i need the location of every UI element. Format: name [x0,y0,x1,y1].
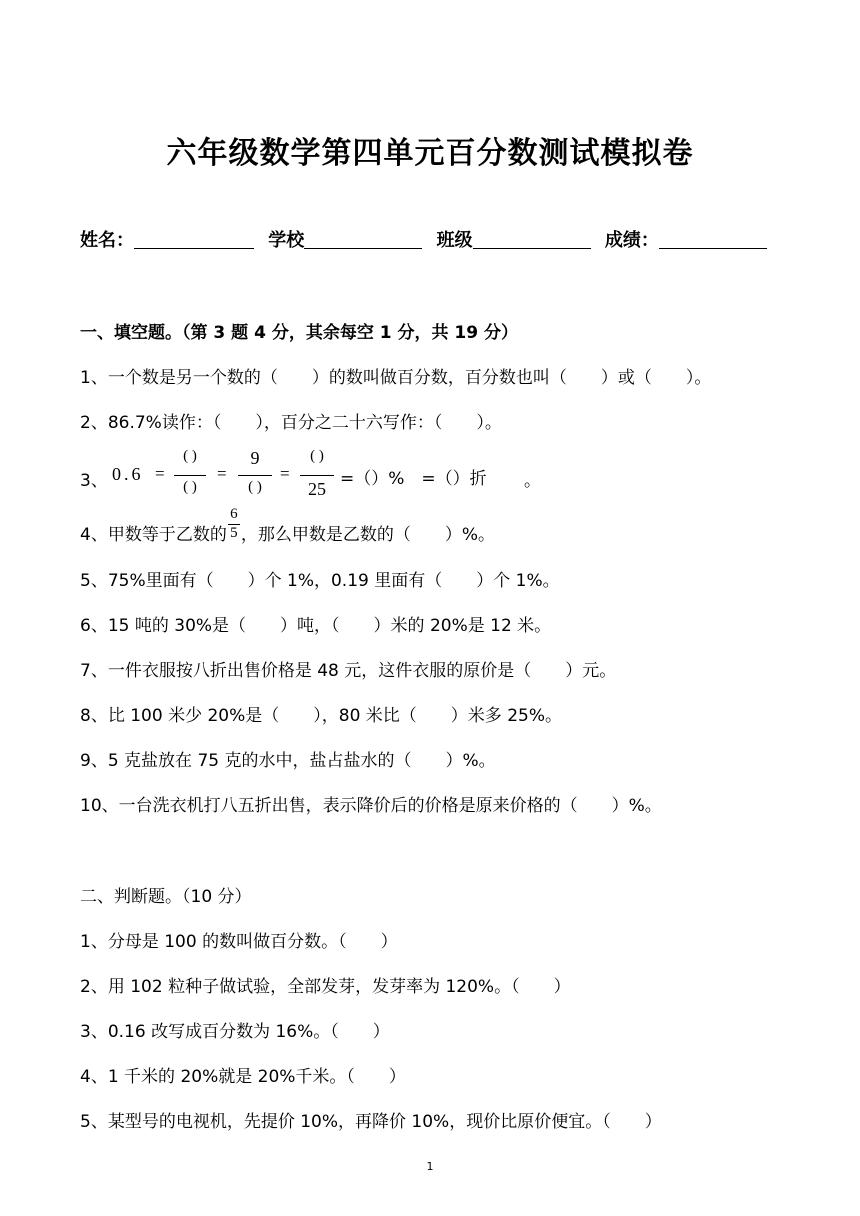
class-label: 班级 [436,230,473,251]
school-blank[interactable] [304,230,422,249]
s1-question-10: 10、一台洗衣机打八五折出售，表示降价后的价格是原来价格的（ ）%。 [80,796,662,816]
section2-heading: 二、判断题。（10 分） [80,887,252,907]
s1-question-5: 5、75%里面有（ ）个 1%，0.19 里面有（ ）个 1%。 [80,571,560,591]
q3-frac2-numerator: 9 [250,448,260,468]
score-blank[interactable] [659,230,767,249]
score-label: 成绩： [604,230,659,251]
s2-question-5: 5、某型号的电视机，先提价 10%，再降价 10%，现价比原价便宜。（ ） [80,1112,662,1132]
s1-question-7: 7、一件衣服按八折出售价格是 48 元，这件衣服的原价是（ ）元。 [80,661,617,681]
name-blank[interactable] [134,230,254,249]
q3-frac1-denominator: ( ) [183,479,197,495]
q3-frac2-bar [238,475,272,476]
q4-after: ，那么甲数是乙数的（ ）%。 [240,525,495,545]
s1-question-1: 1、一个数是另一个数的（ ）的数叫做百分数，百分数也叫（ ）或（ ）。 [80,368,712,388]
school-label: 学校 [268,230,305,251]
name-label: 姓名： [80,230,134,251]
q3-frac1-bar [174,475,206,476]
score-field [605,226,767,252]
s2-question-3: 3、0.16 改写成百分数为 16%。（ ） [80,1022,390,1042]
q3-equals-2: = [217,464,227,483]
s2-question-2: 2、用 102 粒种子做试验，全部发芽，发芽率为 120%。（ ） [80,977,571,997]
section1-heading: 一、填空题。（第 3 题 4 分，其余每空 1 分，共 19 分） [80,323,518,343]
q4-numerator: 6 [230,506,238,522]
q3-frac3-denominator: 25 [308,479,326,499]
q3-frac2-denominator: ( ) [248,479,262,495]
student-info-row [80,226,790,252]
s1-question-8: 8、比 100 米少 20%是（ ），80 米比（ ）米多 25%。 [80,706,562,726]
q3-frac1-numerator: ( ) [183,448,197,464]
q3-decimal: 0.6 [112,464,144,484]
q4-fraction [227,506,241,541]
s1-question-4 [80,506,495,560]
q3-equals-1: = [155,464,165,483]
s1-question-2: 2、86.7%读作：（ ），百分之二十六写作：（ ）。 [80,413,502,433]
q4-before: 4、甲数等于乙数的 [80,525,227,545]
page-number: 1 [426,1160,434,1173]
q3-frac3-numerator: ( ) [310,448,324,464]
s2-question-4: 4、1 千米的 20%就是 20%千米。（ ） [80,1067,406,1087]
s1-question-9: 9、5 克盐放在 75 克的水中，盐占盐水的（ ）%。 [80,751,496,771]
q3-prefix: 3、 [80,471,108,491]
q3-frac3-bar [300,475,334,476]
q3-equals-3: = [280,464,290,483]
s1-question-3 [80,448,680,504]
class-field [437,226,591,252]
school-field [268,226,422,252]
class-blank[interactable] [473,230,591,249]
q3-tail: =（）% =（）折 [340,469,487,489]
s2-question-1: 1、分母是 100 的数叫做百分数。（ ） [80,932,398,952]
name-field [80,226,254,252]
q3-end: 。 [524,471,541,491]
s1-question-6: 6、15 吨的 30%是（ ）吨，（ ）米的 20%是 12 米。 [80,616,552,636]
q4-denominator: 5 [230,525,238,541]
page-title: 六年级数学第四单元百分数测试模拟卷 [166,136,694,171]
